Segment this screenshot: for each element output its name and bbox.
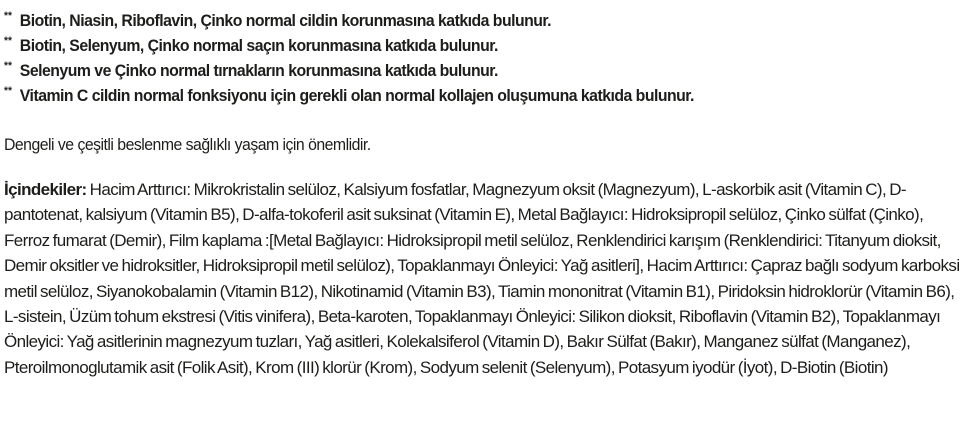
footnote-mark: **	[4, 85, 12, 97]
health-claim	[4, 54, 893, 79]
health-claim	[4, 4, 893, 29]
health-claim-text: Selenyum ve Çinko normal tırnakların korunmasına katkıda bulunur.	[19, 61, 498, 80]
health-claim-text: Biotin, Selenyum, Çinko normal saçın korunmasına katkıda bulunur.	[19, 36, 498, 55]
label-text-panel	[4, 0, 960, 444]
footnote-mark: **	[4, 35, 12, 47]
ingredients-label: İçindekiler:	[4, 180, 87, 199]
footnote-mark: **	[4, 60, 12, 72]
health-claim	[4, 79, 893, 104]
health-claim-text: Biotin, Niasin, Riboflavin, Çinko normal cildin korunmasına katkıda bulunur.	[19, 11, 552, 30]
ingredients-text: Hacim Arttırıcı: Mikrokristalin selüloz, Kalsiyum fosfatlar, Magnezyum oksit (Magnezyum), L-askorbik asit (Vitamin C), D-pantotenat, kalsiyum (Vitamin B5), D-alfa-tokoferil asit suksinat (Vitamin E), Metal Bağlayıcı: Hidroksipropil selüloz, Çinko sülfat (Çinko), Ferroz fumarat (Demir), Film kaplama :[Metal Bağlayıcı: Hidroksipropil metil selüloz, Renklendirici karışım (Renklendirici: Titanyum dioksit, Demir oksitler ve hidroksitler, Hidroksipropil metil selüloz), Topaklanmayı Önleyici: Yağ asitleri], Hacim Arttırıcı: Çapraz bağlı sodyum karboksi metil selüloz, Siyanokobalamin (Vitamin B12), Nikotinamid (Vitamin B3), Tiamin mononitrat (Vitamin B1), Piridoksin hidroklorür (Vitamin B6), L-sistein, Üzüm tohum ekstresi (Vitis vinifera), Beta-karoten, Topaklanmayı Önleyici: Silikon dioksit, Riboflavin (Vitamin B2), Topaklanmayı Önleyici: Yağ asitlerinin magnezyum tuzları, Yağ asitleri, Kolekalsiferol (Vitamin D), Bakır Sülfat (Bakır), Manganez sülfat (Manganez), Pteroilmonoglutamik asit (Folik Asit), Krom (III) klorür (Krom), Sodyum selenit (Selenyum), Potasyum iyodür (İyot), D-Biotin (Biotin)	[4, 180, 960, 377]
nutrition-note: Dengeli ve çeşitli beslenme sağlıklı yaşam için önemlidir.	[4, 135, 371, 154]
health-claims-list	[4, 4, 960, 104]
health-claim-text: Vitamin C cildin normal fonksiyonu için gerekli olan normal kollajen oluşumuna katkıda bulunur.	[19, 86, 694, 105]
footnote-mark: **	[4, 10, 12, 22]
ingredients-paragraph	[4, 177, 960, 380]
health-claim	[4, 29, 893, 54]
